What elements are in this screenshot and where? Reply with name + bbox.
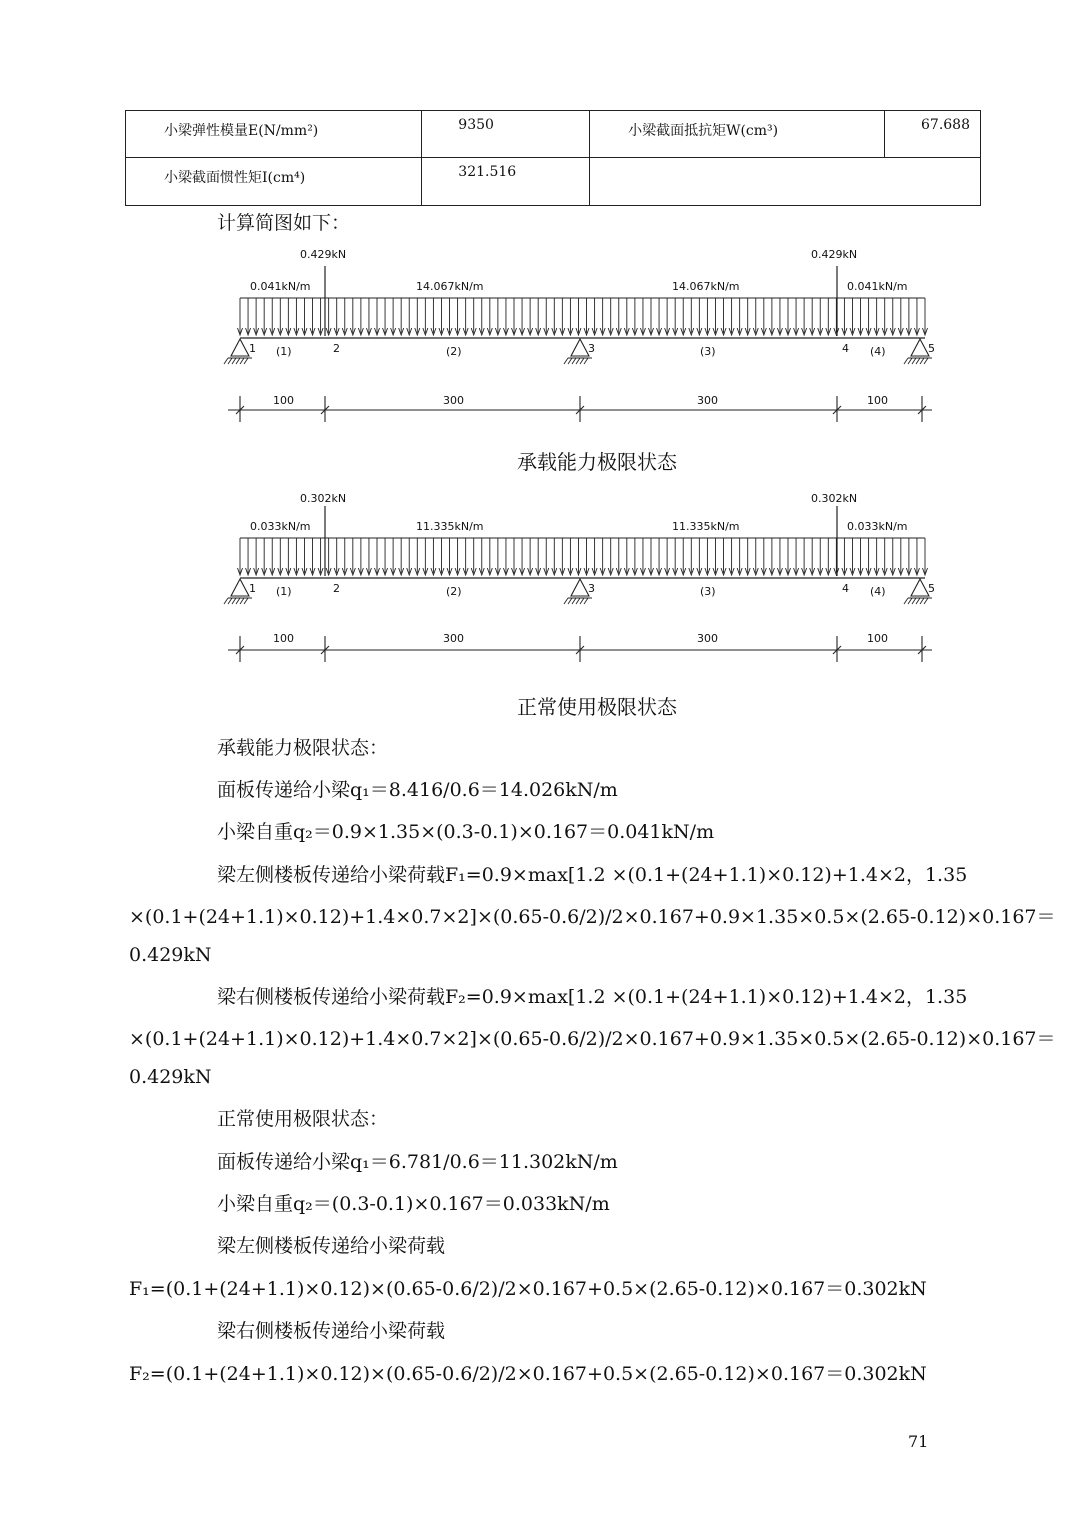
node-label: 4 [842,342,849,355]
support-hatch [244,358,248,364]
distributed-load-arrows [238,538,928,575]
calc-line: 面板传递给小梁q₁＝8.416/0.6＝14.026kN/m [217,779,618,801]
node-label: 1 [249,342,256,355]
support-hatch [916,598,920,604]
calc-line: 面板传递给小梁q₁＝6.781/0.6＝11.302kN/m [217,1151,618,1173]
span-label: (3) [700,345,716,358]
heading-serviceability: 正常使用极限状态： [217,1108,389,1130]
moment-of-inertia-label: 小梁截面惯性矩I(cm⁴) [126,158,422,206]
dimension-label: 300 [443,632,464,645]
node-label: 4 [842,582,849,595]
support-hatch [224,358,228,364]
node-label: 2 [333,342,340,355]
calc-line: 梁右侧楼板传递给小梁荷载F₂=0.9×max[1.2 ×(0.1+(24+1.1)×0.12)+1.4×2，1.35 [217,986,968,1008]
support-hatch [924,598,928,604]
calc-line: F₁=(0.1+(24+1.1)×0.12)×(0.65-0.6/2)/2×0.167+0.5×(2.65-0.12)×0.167＝0.302kN [129,1278,927,1300]
support-hatch [564,598,568,604]
support-hatch [584,598,588,604]
support-hatch [912,358,916,364]
support-hatch [912,598,916,604]
point-load-right-label: 0.429kN [811,248,858,261]
support-hatch [240,598,244,604]
support-hatch [564,358,568,364]
empty-cell [590,158,981,206]
node-label: 5 [928,582,935,595]
dimension-label: 100 [867,394,888,407]
support-hatch [568,598,572,604]
calc-line: 梁左侧楼板传递给小梁荷载 [217,1235,446,1257]
support-hatch [232,598,236,604]
intro-text: 计算简图如下： [217,212,351,234]
pin-support [571,579,589,596]
page-number: 71 [908,1432,929,1451]
pin-support [911,579,929,596]
node-label: 5 [928,342,935,355]
dimension-label: 300 [697,394,718,407]
dimension-label: 100 [273,632,294,645]
moment-of-inertia-value: 321.516 [422,158,590,206]
support-hatch [236,358,240,364]
calc-line: 0.429kN [129,1066,212,1088]
beam-properties-table [125,110,981,206]
support-hatch [240,358,244,364]
node-label: 1 [249,582,256,595]
support-hatch [236,598,240,604]
pin-support [571,339,589,356]
support-hatch [908,598,912,604]
calc-line: 梁左侧楼板传递给小梁荷载F₁=0.9×max[1.2 ×(0.1+(24+1.1)×0.12)+1.4×2，1.35 [217,864,968,886]
support-hatch [904,358,908,364]
support-hatch [244,598,248,604]
span-label: (4) [870,585,886,598]
point-load-right-label: 0.302kN [811,492,858,505]
support-hatch [580,358,584,364]
support-hatch [576,358,580,364]
span-label: (1) [276,585,292,598]
section-modulus-value: 67.688 [885,111,981,158]
calc-line: 梁右侧楼板传递给小梁荷载 [217,1320,446,1342]
dimension-label: 100 [273,394,294,407]
support-hatch [572,598,576,604]
support-hatch [908,358,912,364]
q-span2-label: 14.067kN/m [416,280,484,293]
diagram2-caption: 正常使用极限状态 [517,695,677,719]
q-span4-label: 0.041kN/m [847,280,908,293]
span-label: (3) [700,585,716,598]
q-span1-label: 0.041kN/m [250,280,311,293]
pin-support [911,339,929,356]
elastic-modulus-label: 小梁弹性模量E(N/mm²) [126,111,422,158]
node-label: 3 [588,582,595,595]
span-label: (2) [446,345,462,358]
support-hatch [228,598,232,604]
pin-support [231,339,249,356]
elastic-modulus-value: 9350 [422,111,590,158]
calc-line: 小梁自重q₂＝0.9×1.35×(0.3-0.1)×0.167＝0.041kN/m [217,821,715,843]
diagram1-caption: 承载能力极限状态 [517,450,677,474]
point-load-left-label: 0.429kN [300,248,347,261]
support-hatch [572,358,576,364]
calc-line: ×(0.1+(24+1.1)×0.12)+1.4×0.7×2]×(0.65-0.6/2)/2×0.167+0.9×1.35×0.5×(2.65-0.12)×0.167＝ [129,1028,1056,1050]
support-hatch [920,358,924,364]
load-diagram-serviceability [220,488,950,673]
q-span4-label: 0.033kN/m [847,520,908,533]
heading-ultimate: 承载能力极限状态： [217,737,389,759]
calc-line: 小梁自重q₂＝(0.3-0.1)×0.167＝0.033kN/m [217,1193,610,1215]
load-diagram-ultimate [220,248,950,433]
span-label: (2) [446,585,462,598]
support-hatch [232,358,236,364]
support-hatch [584,358,588,364]
support-hatch [568,358,572,364]
q-span2-label: 11.335kN/m [416,520,484,533]
calc-line: 0.429kN [129,944,212,966]
support-hatch [904,598,908,604]
dimension-label: 100 [867,632,888,645]
point-load-left-label: 0.302kN [300,492,347,505]
span-label: (4) [870,345,886,358]
support-hatch [924,358,928,364]
span-label: (1) [276,345,292,358]
q-span3-label: 14.067kN/m [672,280,740,293]
support-hatch [576,598,580,604]
support-hatch [224,598,228,604]
q-span1-label: 0.033kN/m [250,520,311,533]
q-span3-label: 11.335kN/m [672,520,740,533]
dimension-label: 300 [697,632,718,645]
calc-line: F₂=(0.1+(24+1.1)×0.12)×(0.65-0.6/2)/2×0.167+0.5×(2.65-0.12)×0.167＝0.302kN [129,1363,927,1385]
node-label: 2 [333,582,340,595]
section-modulus-label: 小梁截面抵抗矩W(cm³) [590,111,885,158]
support-hatch [920,598,924,604]
calc-line: ×(0.1+(24+1.1)×0.12)+1.4×0.7×2]×(0.65-0.6/2)/2×0.167+0.9×1.35×0.5×(2.65-0.12)×0.167＝ [129,906,1056,928]
distributed-load-arrows [238,298,928,335]
support-hatch [916,358,920,364]
pin-support [231,579,249,596]
support-hatch [580,598,584,604]
support-hatch [228,358,232,364]
node-label: 3 [588,342,595,355]
dimension-label: 300 [443,394,464,407]
